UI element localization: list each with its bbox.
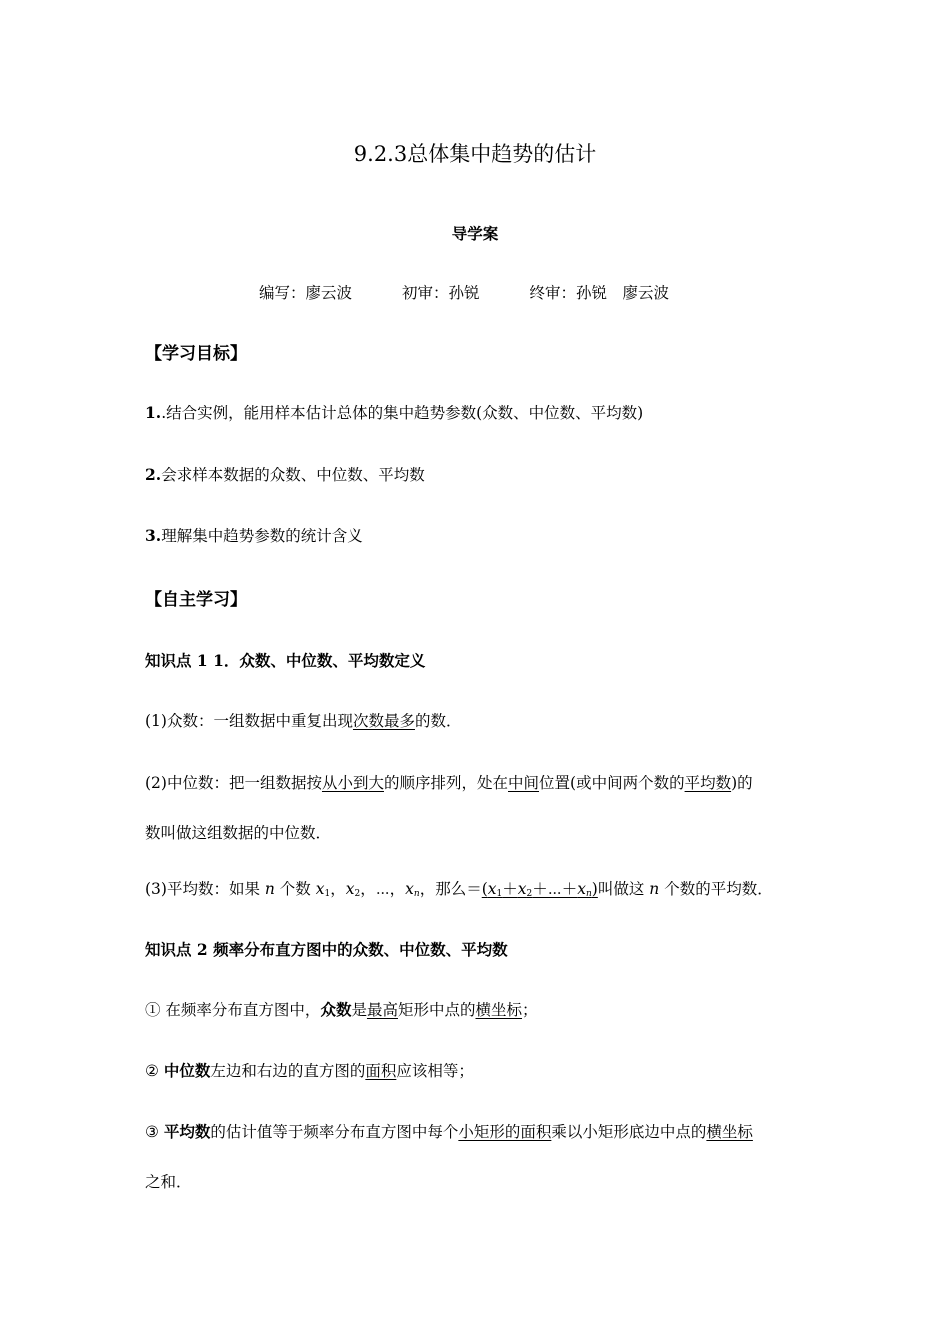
objective-3: 3.理解集中趋势参数的统计含义: [145, 526, 363, 545]
objectives-heading: 【学习目标】: [145, 344, 247, 364]
authors-line: [259, 281, 669, 303]
mean-definition: (3)平均数：如果 n 个数 $x_1$，$x_2$，⋯，$x_n$，那么$=(x_1+x_2+\cdots+x_n)$叫做这 n 个数的平均数．: [145, 880, 773, 899]
final-reviewer: 终审：孙锐 廖云波: [529, 284, 670, 302]
first-reviewer: 初审：孙锐: [402, 284, 480, 302]
page-title: 9.2.3总体集中趋势的估计: [353, 142, 597, 166]
knowledge-point-1-heading: 知识点 1 1．众数、中位数、平均数定义: [145, 651, 426, 670]
page-subtitle: 导学案: [451, 224, 499, 243]
self-study-heading: 【自主学习】: [145, 590, 247, 610]
mode-definition: (1)众数：一组数据中重复出现次数最多的数．: [145, 712, 462, 730]
histogram-median: ② 中位数左边和右边的直方图的面积应该相等；: [145, 1061, 474, 1080]
writer: 编写：廖云波: [259, 284, 353, 302]
histogram-mode: ① 在频率分布直方图中，众数是最高矩形中点的横坐标；: [145, 1000, 538, 1019]
histogram-mean-cont: 之和．: [145, 1173, 192, 1191]
objective-1: 1..结合实例，能用样本估计总体的集中趋势参数(众数、中位数、平均数): [145, 403, 644, 422]
objective-2: 2.会求样本数据的众数、中位数、平均数: [145, 465, 425, 484]
median-definition: (2)中位数：把一组数据按从小到大的顺序排列，处在中间位置(或中间两个数的平均数)的: [145, 774, 753, 792]
median-definition-cont: 数叫做这组数据的中位数．: [145, 824, 332, 842]
histogram-mean: ③ 平均数的估计值等于频率分布直方图中每个小矩形的面积乘以小矩形底边中点的横坐标: [145, 1122, 753, 1141]
mean-formula: $(x_1+x_2+\cdots+x_n)$: [481, 880, 598, 899]
knowledge-point-2-heading: 知识点 2 频率分布直方图中的众数、中位数、平均数: [145, 940, 508, 959]
